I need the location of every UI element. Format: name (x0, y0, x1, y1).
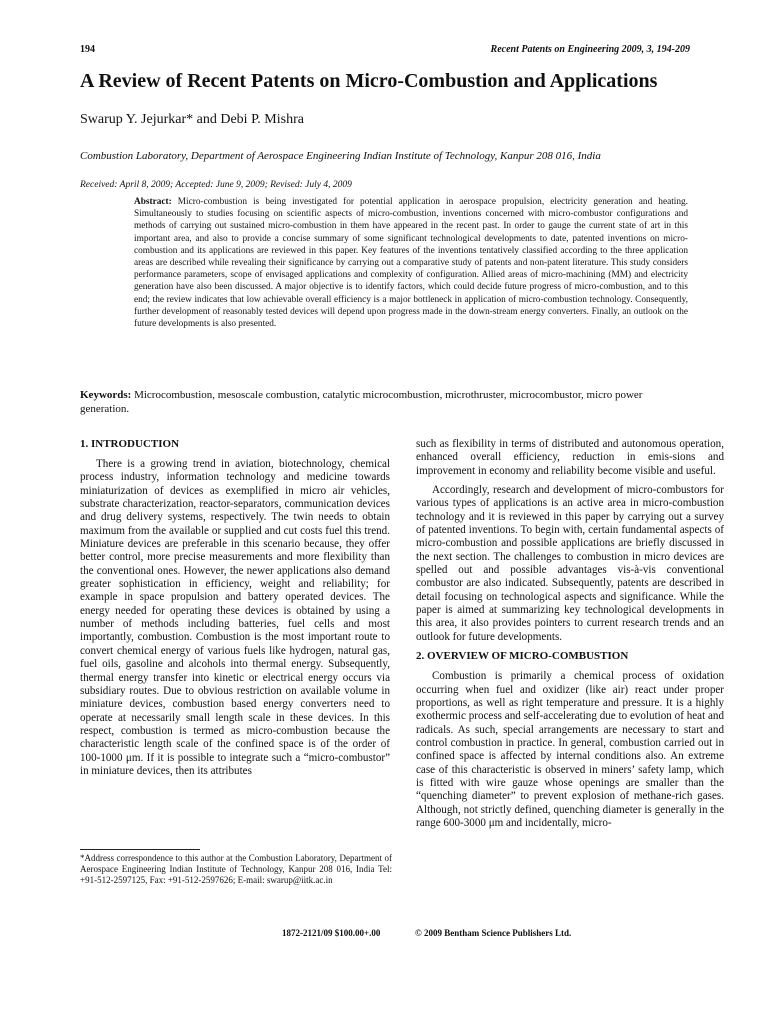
article-dates: Received: April 8, 2009; Accepted: June 9, 2009; Revised: July 4, 2009 (80, 180, 352, 190)
intro-paragraph-2: Accordingly, research and development of micro-combustors for various types of applications is an active area in micro-combustion technology and it is reviewed in this paper by carrying out a survey of patented inventions. To begin with, certain fundamental aspects of micro-combustion and possible applications are briefly discussed in the next section. The challenges to combustion in micro devices are spelled out and possible advantages vis-à-vis conventional combustor are also indicated. Subsequently, patents are described in detail focusing on technological aspects and significance. While the paper is aimed at summarizing key technological developments in this area, it also provides pointers to current research trends and an outlook for future developments. (416, 484, 724, 643)
journal-citation (491, 44, 690, 55)
overview-paragraph: Combustion is primarily a chemical process of oxidation occurring when fuel and oxidizer (like air) react under proper proportions, as well as right temperature and pressure. It is a highly exothermic process and self-accelerating due to evolution of heat and radicals. As such, special arrangements are necessary to start and control combustion in practice. In general, combustion carried out in confined space is affected by internal conditions also. An extreme case of this characteristic is observed in miners’ safety lamp, which is fitted with wire gauze whose openings are smaller than the “quenching diameter” to prevent explosion of methane-rich gases. Although, not strictly defined, quenching diameter is generally in the range 600-3000 μm and incidentally, micro- (416, 670, 724, 829)
section-heading-overview: 2. OVERVIEW OF MICRO-COMBUSTION (416, 650, 629, 663)
keywords-text: Microcombustion, mesoscale combustion, catalytic microcombustion, microthruster, microcombustor, micro power generation. (80, 389, 643, 415)
abstract (134, 196, 688, 330)
page-number: 194 (80, 44, 95, 55)
authors: Swarup Y. Jejurkar* and Debi P. Mishra (80, 112, 304, 127)
abstract-label: Abstract: (134, 197, 172, 207)
paper-title: A Review of Recent Patents on Micro-Combustion and Applications (80, 70, 658, 92)
issn-price: 1872-2121/09 $100.00+.00 (282, 928, 381, 938)
intro-paragraph: There is a growing trend in aviation, biotechnology, chemical process industry, information technology and medicine towards miniaturization of devices as exemplified in micro air vehicles, substrate characterization, reactor-separators, communication devices and drug delivery systems, respectively. The twin needs to obtain maximum from the available or supplied and cut costs fuel this trend. Miniature devices are preferable in this scenario because, they offer better control, more precise measurements and more flexibility than the conventional ones. However, the newer applications also demand greater sophistication in efficiency, weight and reliability; for example in space propulsion and battery operated devices. The energy needed for operating these devices is obtained by using a number of methods including batteries, fuel cells and most importantly, combustion. Combustion is the most important route to convert chemical energy of various fuels like hydrogen, natural gas, fuel oils, gasoline and alcohols into thermal energy. Subsequently, thermal energy transfer into kinetic or electrical energy occurs via subsidiary routes. Due to obvious restriction on available volume in miniature devices, combustion based energy converters need to operate at necessarily small length scale in these devices. In this respect, combustion is termed as micro-combustion because the characteristic length scale of the confined space is of the order of 100-1000 μm. If it is possible to integrate such a “micro-combustor” in miniature devices, then its attributes (80, 458, 390, 777)
keywords-label: Keywords: (80, 389, 132, 401)
intro-continuation-paragraph: such as flexibility in terms of distributed and autonomous operation, enhanced overall efficiency, reduction in emis-sions and improvement in economy and reliability become visible and useful. (416, 438, 724, 477)
section-heading-introduction: 1. INTRODUCTION (80, 438, 180, 450)
abstract-text: Micro-combustion is being investigated for potential application in aerospace propulsion, electricity generation and heating. Simultaneously to studies focusing on scientific aspects of micro-combustion, inventions concerned with micro-combustor configurations and methods of carrying out sustained micro-combustion in them have appeared in the recent past. In order to gauge the current state of art in this important area, and also to provide a concise summary of some significant technological developments to date, patented inventions on micro-combustion and its applications are reviewed in this paper. Key features of the inventions tentatively classified according to the three application areas are described while revealing their significance by carrying out a comparative study of patents and non-patent literature. This study considers performance parameters, scope of envisaged applications and complexity of configuration. Allied areas of micro-machining (MM) and electricity generation have also been discussed. A major objective is to identify factors, which could decide future progress of micro-combustion, and to this end; the review indicates that low achievable overall efficiency is a major bottleneck in application of micro-combustion technology. Consequently, further development of reasonably tested devices will depend upon progress made in the down-stream energy converters. Finally, an outlook on the future developments is also presented. (134, 197, 688, 330)
copyright-notice: © 2009 Bentham Science Publishers Ltd. (415, 928, 572, 938)
running-header (80, 44, 690, 58)
correspondence-footnote: *Address correspondence to this author at the Combustion Laboratory, Department of Aerospace Engineering Indian Institute of Technology, Kanpur 208 016, India Tel: +91-512-2597125, Fax: +91-512-2597626; E-mail: swarup@iitk.ac.in (80, 853, 392, 886)
right-column (416, 438, 724, 836)
left-column (80, 438, 390, 784)
volume-info: 2009, 3, 194-209 (621, 44, 690, 55)
footnote-divider (80, 849, 200, 850)
affiliation: Combustion Laboratory, Department of Aerospace Engineering Indian Institute of Technology, Kanpur 208 016, India (80, 150, 601, 162)
keywords (80, 389, 692, 416)
journal-name: Recent Patents on Engineering (490, 44, 620, 55)
